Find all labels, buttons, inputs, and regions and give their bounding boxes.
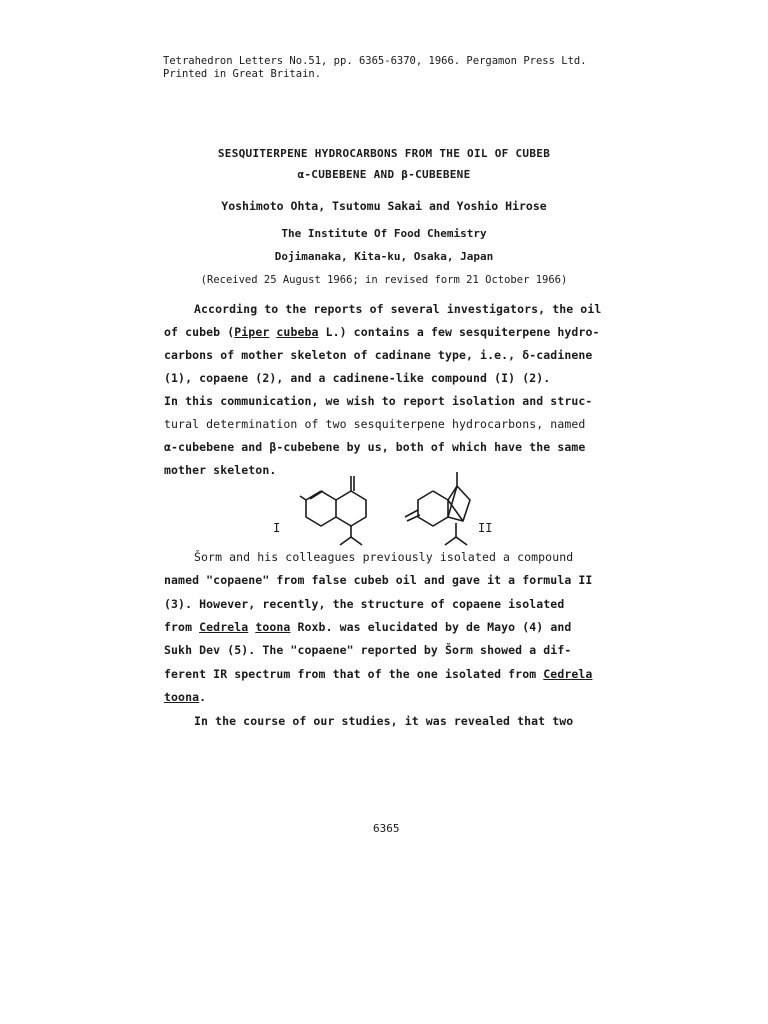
structure-II-drawing xyxy=(405,472,470,545)
structure-I-drawing xyxy=(300,476,366,545)
para1-line2: of cubeb (Piper cubeba L.) contains a few sesquiterpene hydro- xyxy=(164,325,600,339)
para2-line6: ferent IR spectrum from that of the one isolated from Cedrela xyxy=(164,667,593,681)
received-dates: (Received 25 August 1966; in revised form 21 October 1966) xyxy=(200,274,568,286)
structure-label-II: II xyxy=(478,521,493,535)
genus-cedrela: Cedrela xyxy=(199,620,249,634)
paper-authors: Yoshimoto Ohta, Tsutomu Sakai and Yoshio Hirose xyxy=(221,199,547,213)
para2-line5: Sukh Dev (5). The "copaene" reported by Šorm showed a dif- xyxy=(164,643,572,657)
genus-cedrela-2: Cedrela xyxy=(543,667,593,681)
para1-line4: (1), copaene (2), and a cadinene-like compound (I) (2). xyxy=(164,371,551,385)
journal-header-line2: Printed in Great Britain. xyxy=(163,68,322,80)
para1-line6: tural determination of two sesquiterpene hydrocarbons, named xyxy=(164,417,586,431)
para1-line5: In this communication, we wish to report isolation and struc- xyxy=(164,394,593,408)
paper-title-line2: α-CUBEBENE AND β-CUBEBENE xyxy=(297,168,471,181)
paper-title-line1: SESQUITERPENE HYDROCARBONS FROM THE OIL OF CUBEB xyxy=(217,147,551,160)
species-toona: toona xyxy=(255,620,291,634)
para2-line3: (3). However, recently, the structure of copaene isolated xyxy=(164,597,565,611)
institute-name: The Institute Of Food Chemistry xyxy=(281,227,487,240)
para1-line3: carbons of mother skeleton of cadinane type, i.e., δ-cadinene xyxy=(164,348,593,362)
para2-line4: from Cedrela toona Roxb. was elucidated by de Mayo (4) and xyxy=(164,620,572,634)
structure-label-I: I xyxy=(273,521,281,535)
para1-line8: mother skeleton. xyxy=(164,463,277,477)
page-number: 6365 xyxy=(373,822,400,835)
genus-piper: Piper xyxy=(234,325,270,339)
para2-line1: Šorm and his colleagues previously isolated a compound xyxy=(194,550,574,564)
species-cubeba: cubeba xyxy=(276,325,319,339)
species-toona-2: toona xyxy=(164,690,200,704)
para1-line1: According to the reports of several investigators, the oil xyxy=(194,302,602,316)
para2-line2: named "copaene" from false cubeb oil and gave it a formula II xyxy=(164,573,593,587)
para3-line1: In the course of our studies, it was revealed that two xyxy=(194,714,574,728)
para2-line7: toona. xyxy=(164,690,207,704)
para1-line7: α-cubebene and β-cubebene by us, both of which have the same xyxy=(164,440,586,454)
institute-address: Dojimanaka, Kita-ku, Osaka, Japan xyxy=(274,250,494,263)
journal-header-line1: Tetrahedron Letters No.51, pp. 6365-6370, 1966. Pergamon Press Ltd. xyxy=(163,55,587,67)
